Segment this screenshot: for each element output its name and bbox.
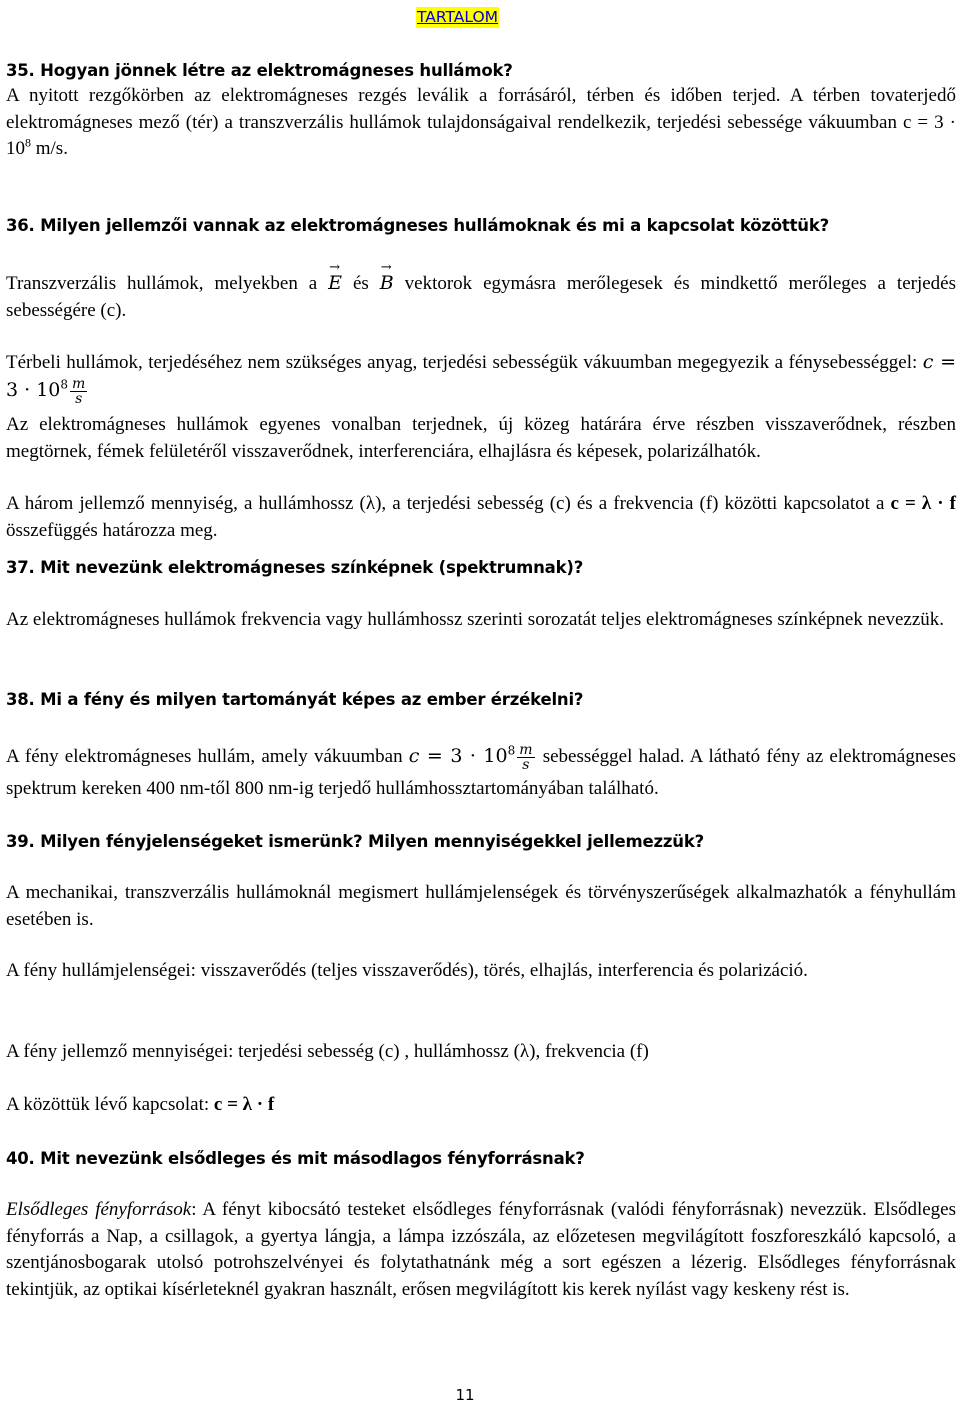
page-number: 11	[455, 1386, 475, 1404]
question-36-paragraph-4	[6, 491, 956, 544]
q36-p2-eq: = 3 · 10	[6, 351, 956, 401]
question-36-paragraph-1	[6, 270, 956, 324]
q36-p4-text-b: összefüggés határozza meg.	[6, 519, 218, 541]
question-38-answer	[6, 740, 956, 805]
q36-p2-exp: 8	[60, 377, 69, 392]
q35-unit: m/s.	[31, 138, 68, 159]
q36-p1-text-a: Transzverzális hullámok, melyekben a	[6, 273, 329, 294]
fraction-numerator: m	[72, 375, 86, 392]
q40-text: : A fényt kibocsátó testeket elsődleges fényforrásnak (valódi fényforrásnak) nevezzük. Elsődleges fényforrás a Nap, a csillagok, a gyertya lángja, a lámpa izzószála, az előzetesen megvilágított foszforeszkáló kapcsoló, a szentjánosbogarak utolsó potrohszelvényei és folytathatnánk még a sort egészen a lézerig. Elsődleges fényforrásnak tekintjük, az optikai kísérleteknél gyakran használt, erősen megvilágított kis kerek nyílást vagy keskeny rést is.	[6, 1199, 956, 1300]
fraction-m-per-s	[517, 743, 534, 772]
question-35-heading: 35. Hogyan jönnek létre az elektromágneses hullámok?	[6, 61, 513, 80]
vector-e: → E	[328, 270, 342, 297]
vector-b: → B	[380, 270, 394, 297]
question-35-answer	[6, 83, 956, 163]
q38-text-a: A fény elektromágneses hullám, amely vákuumban	[6, 746, 409, 767]
formula-c-lambda-f: c = λ · f	[213, 1094, 275, 1115]
question-37-answer: Az elektromágneses hullámok frekvencia vagy hullámhossz szerinti sorozatát teljes elektromágneses színképnek nevezzük.	[6, 609, 945, 630]
question-36-paragraph-3: Az elektromágneses hullámok egyenes vonalban terjednek, új közeg határára érve részben visszaverődnek, részben megtörnek, fémek felületéről visszaverődnek, interferenciára, elhajlásra és képesek, polarizálhatók.	[6, 414, 956, 462]
formula-c-lambda-f: c = λ · f	[890, 493, 956, 514]
question-39-paragraph-3: A fény jellemző mennyiségei: terjedési sebesség (c) , hullámhossz (λ), frekvencia (f)	[6, 1041, 649, 1062]
question-39-paragraph-4	[6, 1092, 956, 1119]
q35-exponent: 8	[25, 135, 31, 150]
q35-text: A nyitott rezgőkörben az elektromágneses rezgés leválik a forrásáról, térben és időben terjed. A térben tovaterjedő elektromágneses mező (tér) a transzverzális hullámok tulajdonságaival rendelkezik, terjedési sebessége vákuumban c = 3 · 10	[6, 85, 956, 159]
question-37-heading: 37. Mit nevezünk elektromágneses színképnek (spektrumnak)?	[6, 558, 584, 577]
question-36-paragraph-2	[6, 349, 956, 406]
term-primary-light-sources: Elsődleges fényforrások	[6, 1199, 192, 1220]
q36-p1-text-b: és	[342, 273, 380, 294]
q38-eq: = 3 · 10	[419, 745, 508, 767]
toc-link[interactable]: TARTALOM	[417, 8, 499, 26]
question-39-paragraph-2: A fény hullámjelenségei: visszaverődés (teljes visszaverődés), törés, elhajlás, interferencia és polarizáció.	[6, 960, 808, 981]
q38-c: c	[408, 745, 420, 767]
question-36-heading: 36. Milyen jellemzői vannak az elektromágneses hullámoknak és mi a kapcsolat közöttük?	[6, 216, 829, 235]
q38-text-b: sebességgel halad. A látható fény az elektromágneses spektrum kereken 400 nm-től 800 nm-ig terjedő hullámhossztartományában található.	[6, 746, 956, 799]
fraction-numerator: m	[519, 742, 533, 759]
q36-p1-text-c: vektorok egymásra merőlegesek és mindkettő merőleges a terjedés sebességére (c).	[6, 273, 956, 321]
question-39-paragraph-1: A mechanikai, transzverzális hullámoknál megismert hullámjelenségek és törvényszerűségek alkalmazhatók a fényhullám esetében is.	[6, 882, 956, 930]
fraction-m-per-s	[70, 377, 87, 406]
q39-p4-text: A közöttük lévő kapcsolat:	[6, 1094, 214, 1115]
question-39-heading: 39. Milyen fényjelenségeket ismerünk? Milyen mennyiségekkel jellemezzük?	[6, 832, 704, 851]
fraction-denominator: s	[75, 390, 83, 407]
question-40-heading: 40. Mit nevezünk elsődleges és mit másodlagos fényforrásnak?	[6, 1149, 585, 1168]
fraction-denominator: s	[522, 757, 530, 774]
q36-p4-text-a: A három jellemző mennyiség, a hullámhossz (λ), a terjedési sebesség (c) és a frekvencia (f) közötti kapcsolatot a	[6, 493, 891, 514]
question-38-heading: 38. Mi a fény és milyen tartományát képes az ember érzékelni?	[6, 690, 584, 709]
question-40-answer	[6, 1197, 956, 1303]
q36-p2-c: c	[922, 351, 934, 373]
q36-p2-text: Térbeli hullámok, terjedéséhez nem szükséges anyag, terjedési sebességük vákuumban megegyezik a fénysebességgel:	[6, 352, 923, 373]
q38-exp: 8	[507, 743, 516, 758]
